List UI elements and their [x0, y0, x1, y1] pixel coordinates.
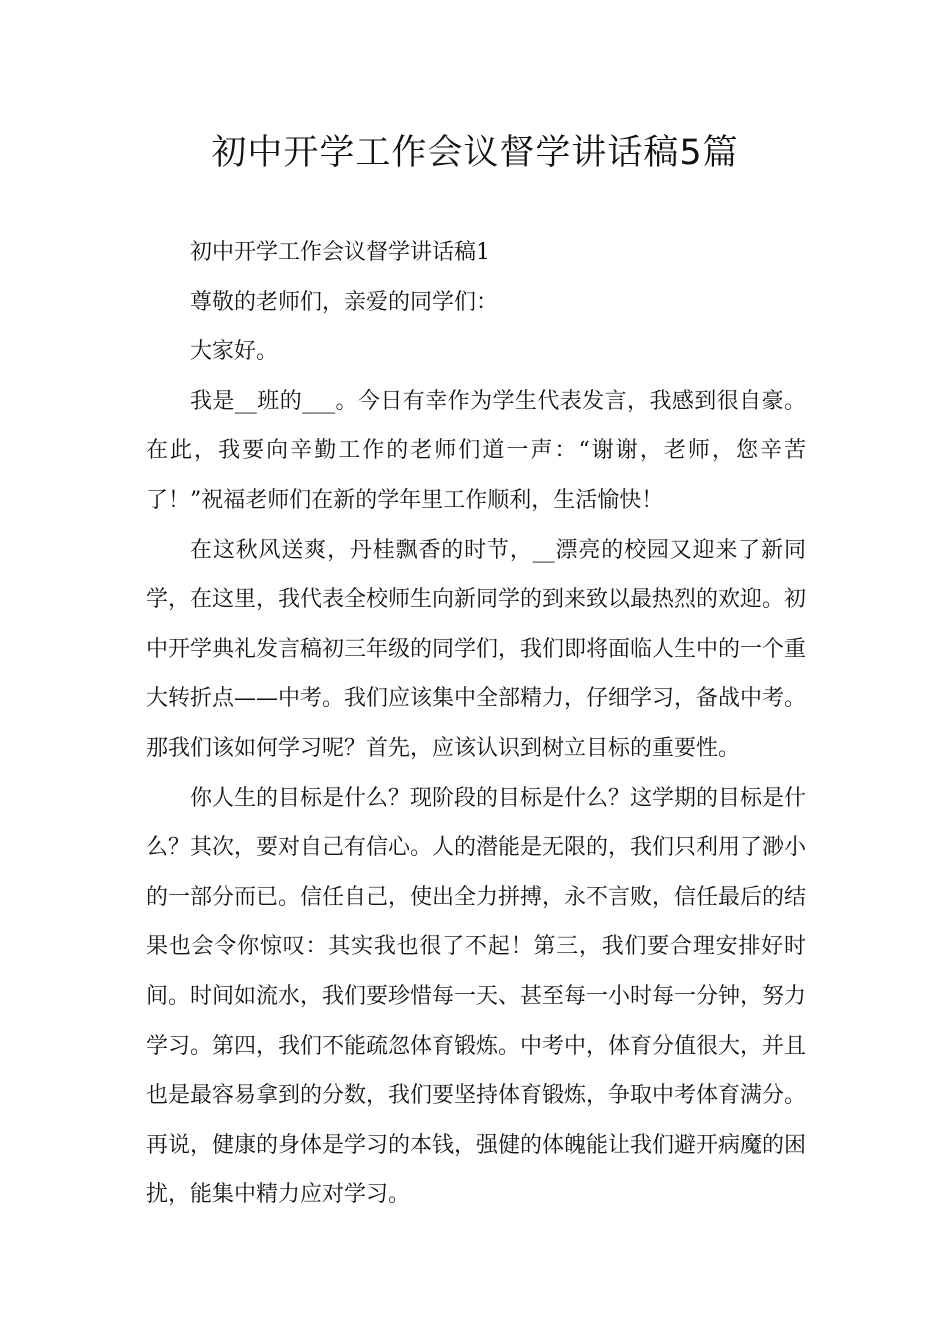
paragraph-heading: 初中开学工作会议督学讲话稿1	[190, 240, 490, 265]
paragraph-greeting: 大家好。	[190, 339, 279, 365]
document-body	[146, 228, 806, 1220]
paragraph-goals: 你人生的目标是什么？现阶段的目标是什么？这学期的目标是什么？其次，要对自己有信心。人的潜能是无限的，我们只利用了渺小的一部分而已。信任自己，使出全力拼搏，永不言败，信任最后的结果也会令你惊叹：其实我也很了不起！第三，我们要合理安排好时间。时间如流水，我们要珍惜每一天、甚至每一小时每一分钟，努力学习。第四，我们不能疏忽体育锻炼。中考中，体育分值很大，并且也是最容易拿到的分数，我们要坚持体育锻炼，争取中考体育满分。再说，健康的身体是学习的本钱，强健的体魄能让我们避开病魔的困扰，能集中精力应对学习。	[146, 785, 807, 1208]
paragraph-introduction: 我是__班的___。今日有幸作为学生代表发言，我感到很自豪。在此，我要向辛勤工作的老师们道一声：“谢谢，老师，您辛苦了！”祝福老师们在新的学年里工作顺利，生活愉快！	[146, 388, 806, 513]
document-title: 初中开学工作会议督学讲话稿5篇	[211, 133, 739, 173]
paragraph-salutation: 尊敬的老师们，亲爱的同学们：	[190, 289, 499, 315]
paragraph-welcome: 在这秋风送爽，丹桂飘香的时节，__漂亮的校园又迎来了新同学，在这里，我代表全校师生向新同学的到来致以最热烈的欢迎。初中开学典礼发言稿初三年级的同学们，我们即将面临人生中的一个重大转折点——中考。我们应该集中全部精力，仔细学习，备战中考。那我们该如何学习呢？首先，应该认识到树立目标的重要性。	[146, 537, 807, 761]
